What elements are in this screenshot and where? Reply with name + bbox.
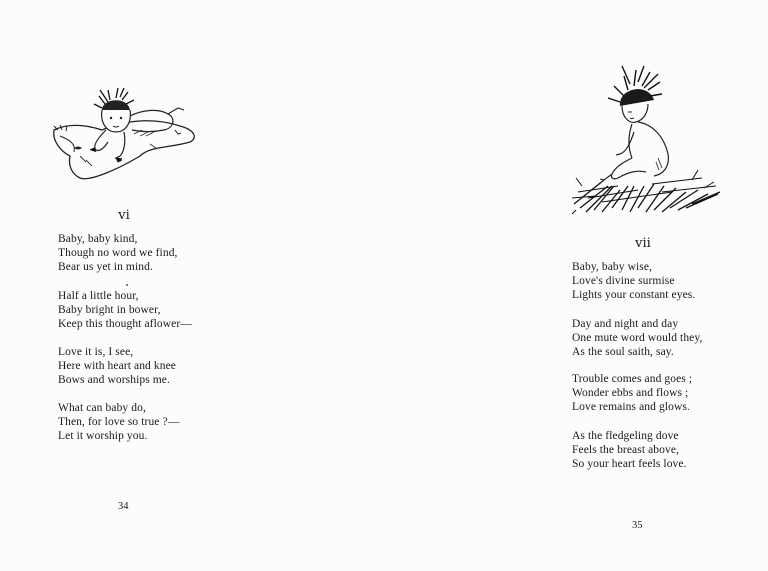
poem-line: As the fledgeling dove [572,430,679,442]
page-number-right: 35 [632,520,643,531]
poem-line: One mute word would they, [572,332,703,344]
poem-line: Let it worship you. [58,430,148,442]
right-stanza-4 [572,429,687,471]
poem-line: Baby, baby wise, [572,261,653,273]
child-sitting-on-grass-illustration [572,62,722,217]
poem-line: Though no word we find, [58,247,178,259]
right-stanza-2 [572,317,702,359]
baby-crawling-illustration [50,86,200,186]
poem-line: Wonder ebbs and flows ; [572,387,689,399]
section-number-vi: vi [118,208,130,223]
left-stanza-1 [58,232,178,274]
poem-line: Keep this thought aflower— [58,318,192,330]
page-number-left: 34 [118,501,129,512]
section-number-vii: vii [635,236,651,251]
right-stanza-1 [572,260,695,302]
poem-line: Trouble comes and goes ; [572,373,693,385]
poem-line: Love's divine surmise [572,275,675,287]
poem-line: Bows and worships me. [58,374,170,386]
poem-line: Here with heart and knee [58,360,176,372]
poem-line: Day and night and day [572,318,679,330]
poem-line: Feels the breast above, [572,444,680,456]
left-stanza-2 [58,289,192,331]
left-stanza-4 [58,401,179,443]
poem-line: Then, for love so true ?— [58,416,180,428]
right-page [384,0,768,571]
poem-line: Half a little hour, [58,290,139,302]
poem-line: Baby bright in bower, [58,304,161,316]
poem-line: As the soul saith, say. [572,346,674,358]
poem-line: So your heart feels love. [572,458,687,470]
poem-line: Love it is, I see, [58,346,134,358]
poem-line: Lights your constant eyes. [572,289,696,301]
left-stanza-3 [58,345,176,387]
poem-line: What can baby do, [58,402,146,414]
poem-line: Love remains and glows. [572,401,690,413]
poem-line: Bear us yet in mind. [58,261,153,273]
right-stanza-3 [572,372,692,414]
poem-line: Baby, baby kind, [58,233,138,245]
stray-mark [126,284,128,286]
